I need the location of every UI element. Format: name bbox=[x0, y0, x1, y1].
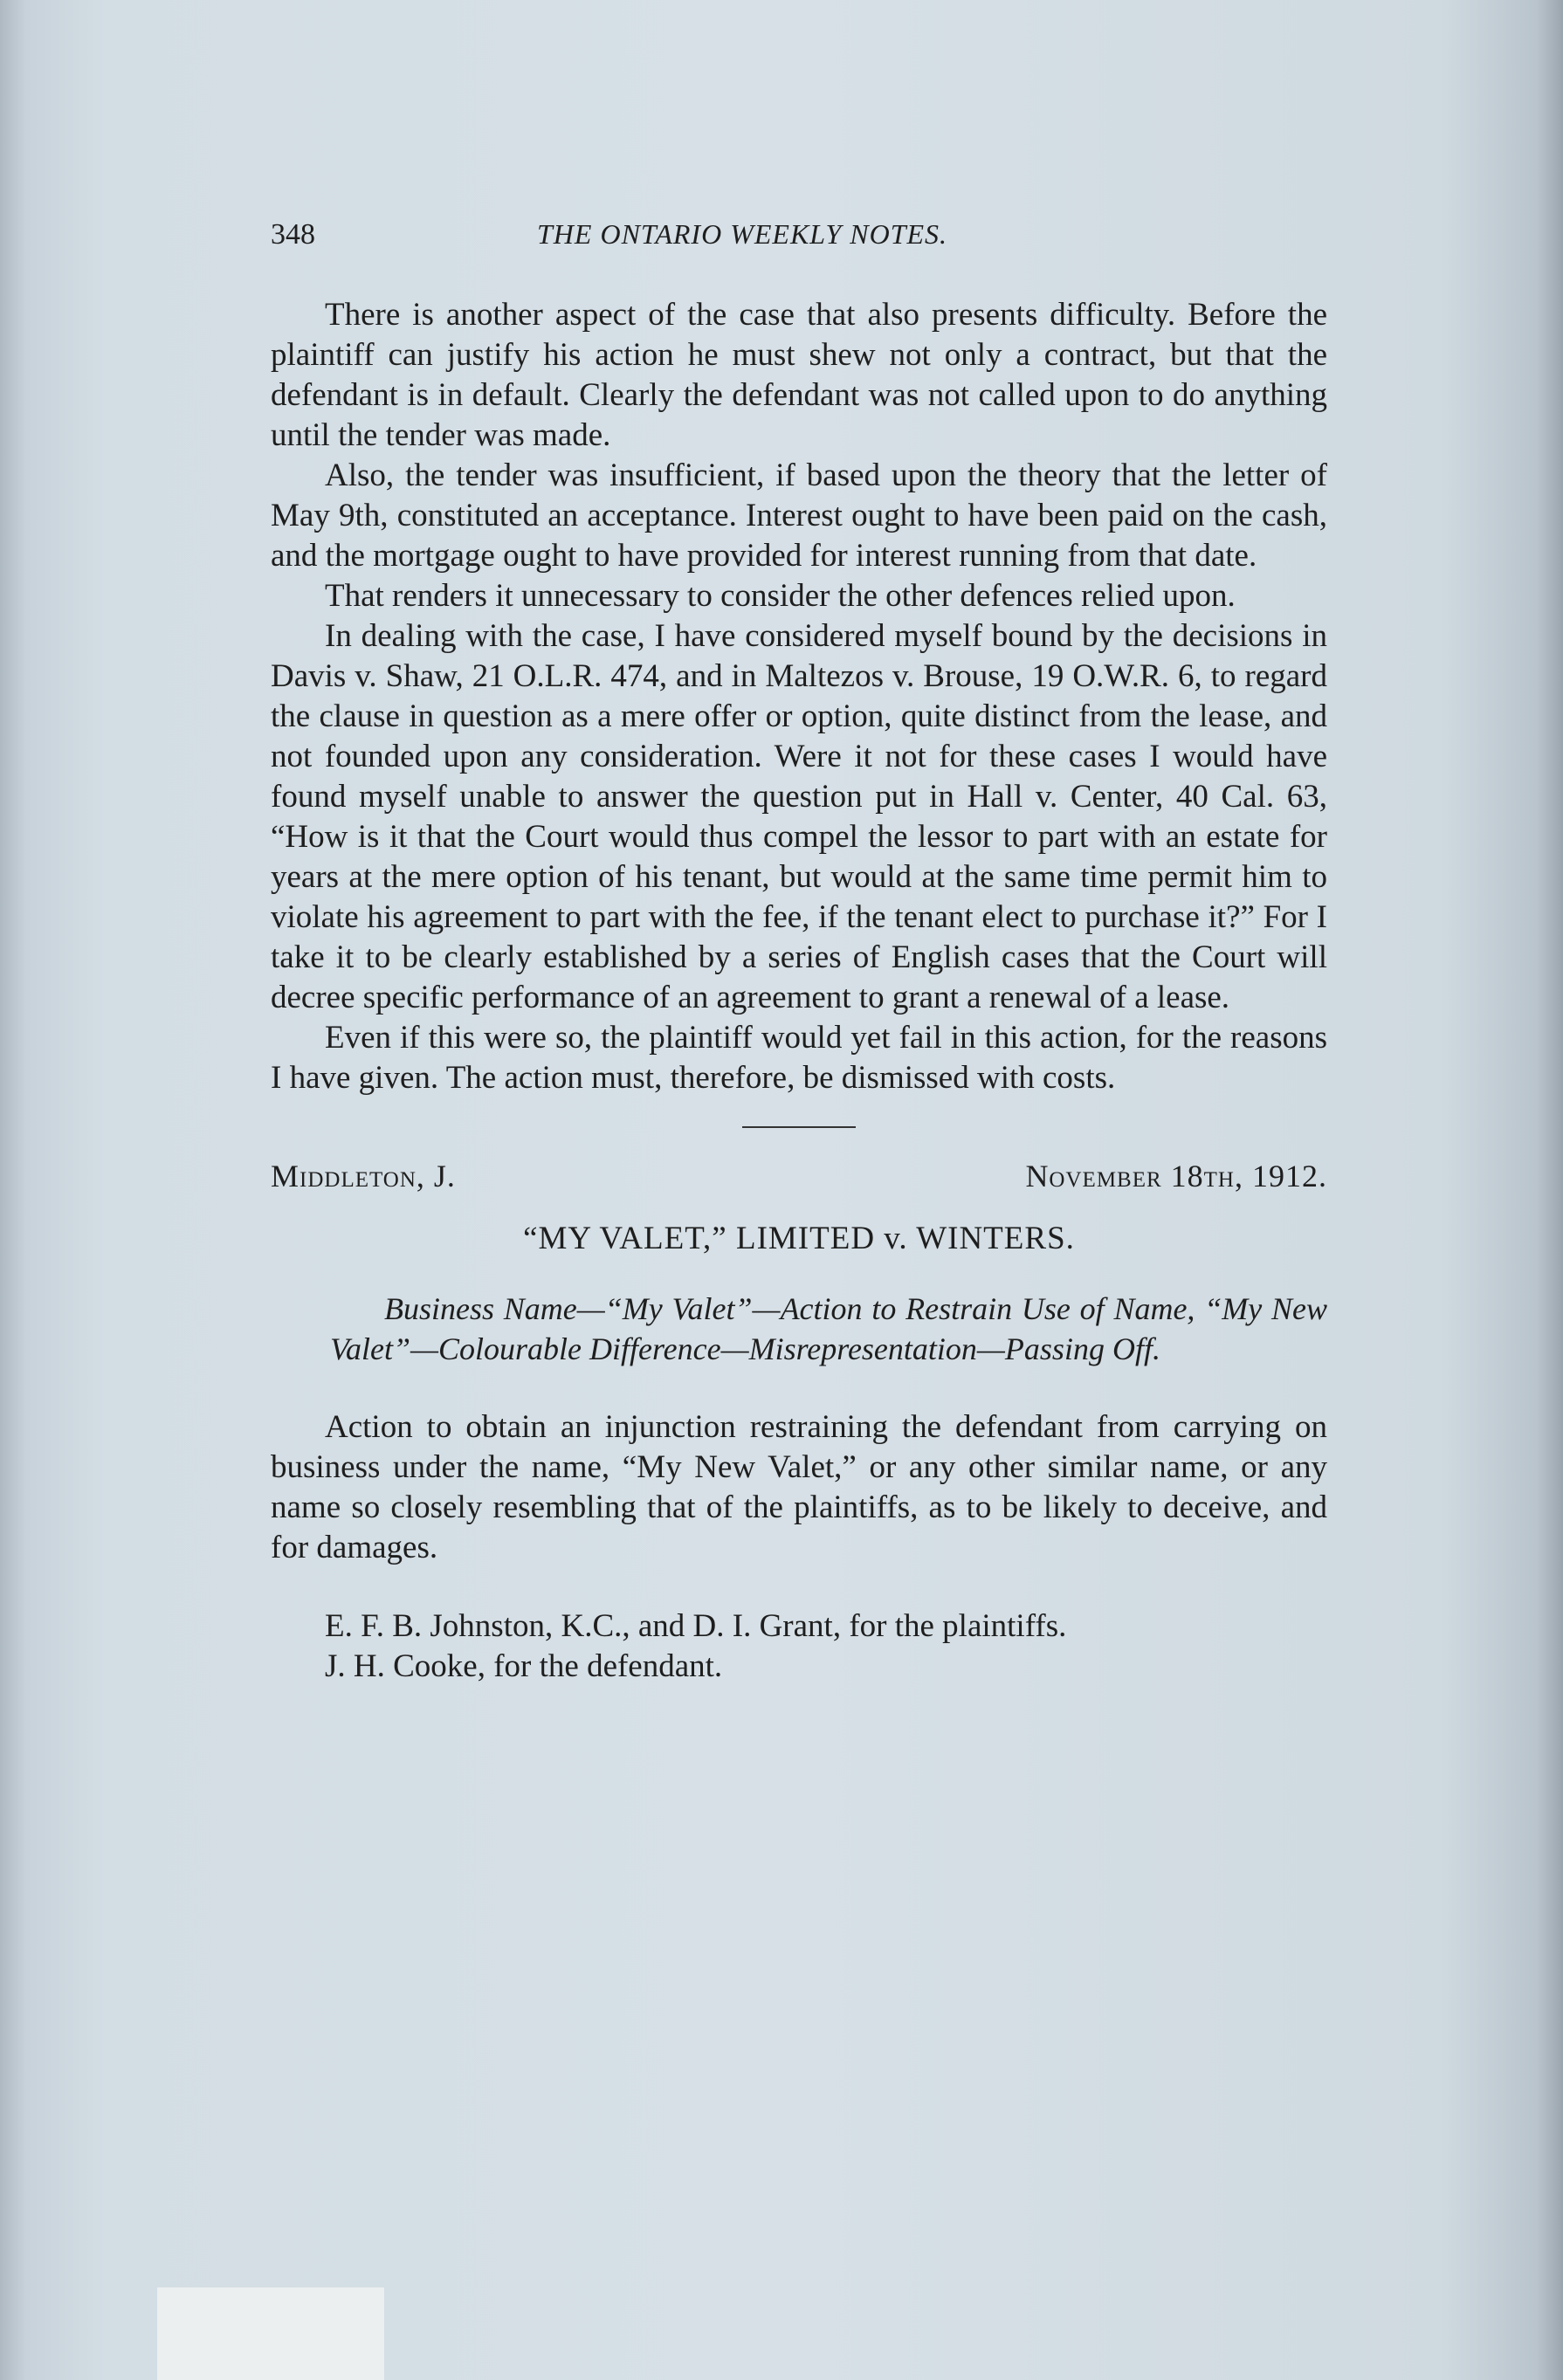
paragraph: There is another aspect of the case that also presents difficulty. Before the plaintiff can justify his action he must shew not only a contract, but that the defendant is in default. Clearly the defendant was not called upon to do anything until the tender was made. bbox=[271, 297, 1327, 453]
action-statement: Action to obtain an injunction restraining the defendant from carrying on business under the name, “My New Valet,” or any other similar name, or any name so closely resembling that of the plaintiffs, as to be likely to deceive, and for damages. bbox=[271, 1409, 1327, 1565]
paragraph: Also, the tender was insufficient, if based upon the theory that the letter of May 9th, constituted an acceptance. Interest ought to have been paid on the cash, and the mortgage ought to have provided for interest running from that date. bbox=[271, 457, 1327, 574]
page-tab-marker bbox=[157, 2287, 384, 2380]
body-text bbox=[271, 295, 1327, 1687]
judge-name: Middleton, J. bbox=[271, 1159, 456, 1193]
case-heading bbox=[271, 1156, 1327, 1196]
paragraph: That renders it unnecessary to consider the other defences relied upon. bbox=[325, 578, 1236, 614]
judgment-date: November 18th, 1912. bbox=[1025, 1159, 1327, 1193]
counsel-defendant: J. H. Cooke, for the defendant. bbox=[325, 1648, 723, 1684]
section-divider bbox=[742, 1126, 856, 1128]
headnote: Business Name—“My Valet”—Action to Restrain Use of Name, “My New Valet”—Colourable Difference—Misrepresentation—Passing Off. bbox=[330, 1291, 1327, 1366]
paragraph: In dealing with the case, I have considered myself bound by the decisions in Davis v. Shaw, 21 O.L.R. 474, and in Maltezos v. Brouse, 19 O.W.R. 6, to regard the clause in question as a mere offer or option, quite distinct from the lease, and not founded upon any consideration. Were it not for these cases I would have found myself unable to answer the question put in Hall v. Center, 40 Cal. 63, “How is it that the Court would thus compel the lessor to part with an estate for years at the mere option of his tenant, but would at the same time permit him to violate his agreement to part with the fee, if the tenant elect to purchase it?” For I take it to be clearly established by a series of English cases that the Court will decree specific performance of an agreement to grant a renewal of a lease. bbox=[271, 618, 1327, 1015]
page-header bbox=[271, 218, 1327, 262]
running-head: THE ONTARIO WEEKLY NOTES. bbox=[537, 218, 948, 250]
page-number: 348 bbox=[271, 218, 315, 251]
case-title: “MY VALET,” LIMITED v. WINTERS. bbox=[523, 1221, 1075, 1256]
paragraph: Even if this were so, the plaintiff would yet fail in this action, for the reasons I have given. The action must, therefore, be dismissed with costs. bbox=[271, 1020, 1327, 1096]
counsel-plaintiffs: E. F. B. Johnston, K.C., and D. I. Grant, for the plaintiffs. bbox=[325, 1608, 1067, 1644]
